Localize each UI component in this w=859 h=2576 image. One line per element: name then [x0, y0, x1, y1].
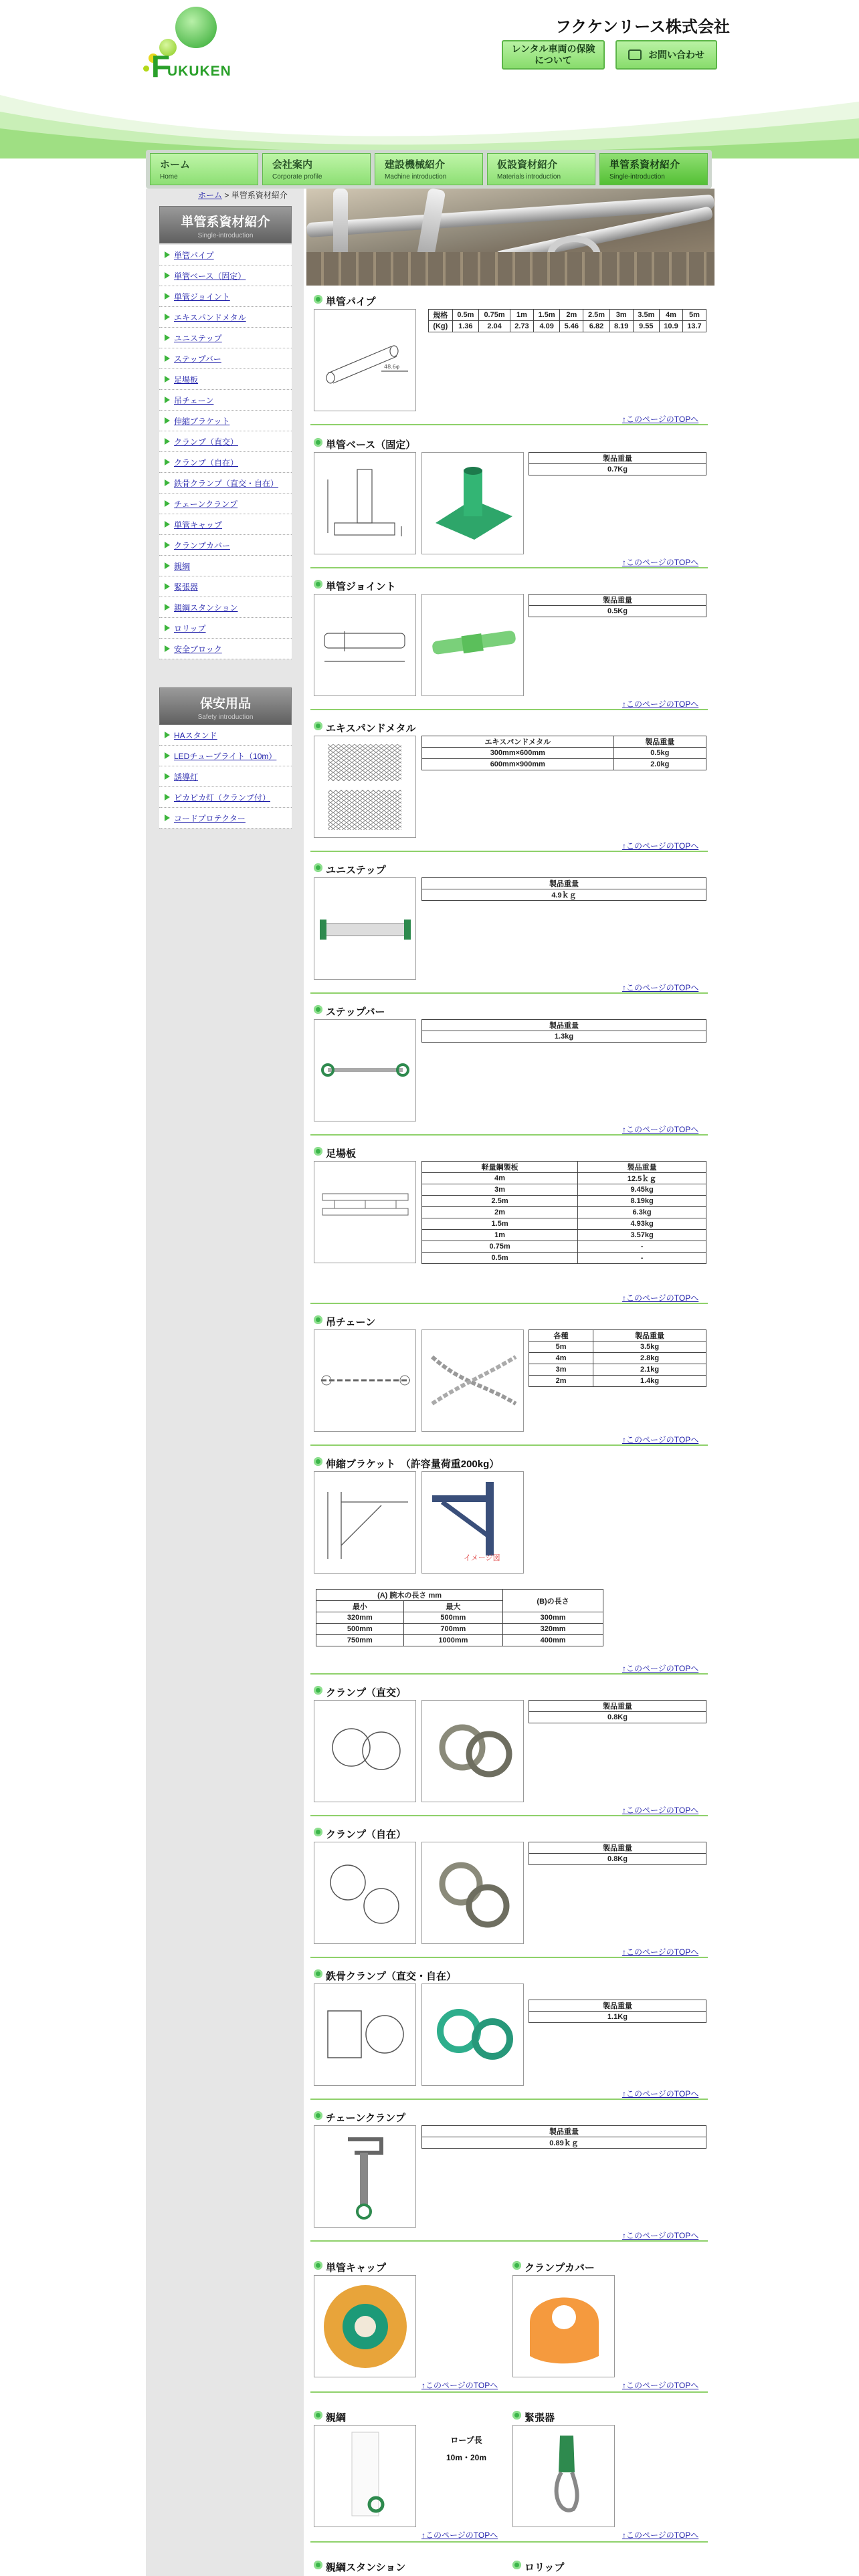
- sidebar-item-link[interactable]: コードプロテクター: [174, 814, 246, 823]
- table-header: 0.5m: [452, 310, 478, 321]
- back-to-top-link[interactable]: ↑このページのTOPへ: [421, 2381, 498, 2390]
- sidebar-item-link[interactable]: LEDチューブライト（10m）: [174, 752, 277, 761]
- table-header: 3.5m: [633, 310, 659, 321]
- table-cell: 0.89ｋｇ: [422, 2137, 706, 2149]
- section-title-base: 単管ベース（固定）: [314, 437, 415, 451]
- sidebar-item-link[interactable]: 吊チェーン: [174, 396, 214, 405]
- chain-photo: [421, 1329, 524, 1432]
- sidebar-item-link[interactable]: 誘導灯: [174, 772, 199, 782]
- back-to-top-link[interactable]: ↑このページのTOPへ: [622, 983, 699, 992]
- table-cell: 5m: [529, 1341, 593, 1353]
- chain-drawing: [314, 1329, 416, 1432]
- sidebar-heading-materials: [159, 206, 292, 243]
- nav-sublabel: Machine introduction: [385, 173, 447, 181]
- sidebar-item[interactable]: [159, 808, 292, 829]
- pipe-spec-table: [428, 309, 706, 332]
- table-cell: 2.8kg: [593, 1353, 706, 1364]
- table-cell: -: [578, 1253, 706, 1264]
- table-cell: 0.8Kg: [529, 1712, 706, 1723]
- section-divider: [310, 1303, 708, 1304]
- nav-label: 建設機械紹介: [385, 159, 446, 171]
- section-divider: [310, 2391, 708, 2393]
- section-title-rollip: ロリップ: [512, 2560, 564, 2574]
- table-cell: 3.57kg: [578, 1230, 706, 1241]
- section-title-clamp-swivel: クランプ（自在）: [314, 1827, 406, 1841]
- table-cell: 10.9: [660, 321, 683, 332]
- chain-clamp-weight-table: [421, 2125, 706, 2149]
- table-cell: 300mm×600mm: [422, 748, 614, 759]
- sidebar-item[interactable]: [159, 328, 292, 348]
- table-cell: 300mm: [503, 1612, 603, 1624]
- table-cell: 1.1Kg: [529, 2012, 706, 2023]
- table-header: 製品重量: [422, 1020, 706, 1031]
- sidebar-list-materials: [159, 245, 292, 659]
- sidebar-item[interactable]: [159, 411, 292, 431]
- plank-weight-table: [421, 1161, 706, 1264]
- table-cell: 3m: [529, 1364, 593, 1376]
- table-cell: 0.8Kg: [529, 1854, 706, 1865]
- base-drawing: [314, 452, 416, 554]
- back-to-top-link[interactable]: ↑このページのTOPへ: [622, 1806, 699, 1815]
- section-divider: [310, 709, 708, 710]
- table-cell: 1.5m: [422, 1218, 578, 1230]
- rope-photo: [314, 2425, 416, 2527]
- sidebar-item-link[interactable]: 親綱: [174, 562, 191, 571]
- section-divider: [310, 1673, 708, 1675]
- table-cell: 4m: [529, 1353, 593, 1364]
- sidebar-item[interactable]: [159, 576, 292, 597]
- sidebar-item-link[interactable]: 単管パイプ: [174, 251, 214, 260]
- table-header: 製品重量: [529, 1842, 706, 1854]
- table-header: (B)の長さ: [503, 1590, 603, 1612]
- bracket-drawing: [314, 1471, 416, 1574]
- table-header: 最大: [403, 1601, 502, 1612]
- base-weight-table: [529, 452, 706, 475]
- table-header: 0.75m: [479, 310, 510, 321]
- back-to-top-link[interactable]: ↑このページのTOPへ: [622, 700, 699, 709]
- table-cell: 0.75m: [422, 1241, 578, 1253]
- table-row: [422, 1173, 706, 1184]
- sidebar-item-link[interactable]: クランプカバー: [174, 541, 230, 550]
- table-cell: 1.36: [452, 321, 478, 332]
- table-cell: 1.3kg: [422, 1031, 706, 1043]
- back-to-top-link[interactable]: ↑このページのTOPへ: [622, 2381, 699, 2390]
- table-header: 製品重量: [422, 2126, 706, 2137]
- table-cell: 2.73: [510, 321, 534, 332]
- clamp-swivel-photo: [421, 1842, 524, 1944]
- clamp-cover-photo: [512, 2275, 615, 2377]
- nav-sublabel: Materials introduction: [497, 173, 561, 181]
- sidebar-item[interactable]: [159, 390, 292, 411]
- sidebar-item[interactable]: [159, 766, 292, 787]
- sidebar-item-link[interactable]: ユニステップ: [174, 334, 222, 343]
- sidebar-item-link[interactable]: チェーンクランプ: [174, 500, 238, 509]
- table-cell: -: [578, 1241, 706, 1253]
- nav-company[interactable]: [262, 153, 371, 185]
- back-to-top-link[interactable]: ↑このページのTOPへ: [622, 2231, 699, 2240]
- table-cell: 2.04: [479, 321, 510, 332]
- table-cell: 1m: [422, 1230, 578, 1241]
- table-header: 製品重量: [613, 736, 706, 748]
- stepbar-weight-table: [421, 1019, 706, 1043]
- pipe-dimension: 48.6φ: [384, 364, 400, 370]
- nav-sublabel: Home: [160, 173, 178, 181]
- sidebar-item[interactable]: [159, 556, 292, 576]
- clamp-fixed-drawing: [314, 1700, 416, 1802]
- main-nav: [146, 150, 712, 189]
- table-header: 3m: [609, 310, 633, 321]
- section-title-tensioner: 緊張器: [512, 2410, 555, 2424]
- sidebar-item[interactable]: [159, 286, 292, 307]
- section-title-clamp-cover: クランプカバー: [512, 2260, 595, 2274]
- breadcrumb-sep: >: [222, 191, 231, 200]
- sidebar-heading-label: 保安用品: [199, 697, 251, 711]
- section-divider: [310, 851, 708, 852]
- table-cell: 6.3kg: [578, 1207, 706, 1218]
- table-row: [529, 1341, 706, 1353]
- tensioner-photo: [512, 2425, 615, 2527]
- section-divider: [310, 1444, 708, 1446]
- joint-photo: [421, 594, 524, 696]
- sidebar-item[interactable]: [159, 725, 292, 746]
- table-row: [422, 1218, 706, 1230]
- sidebar-item-link[interactable]: 緊張器: [174, 582, 199, 592]
- sidebar-item[interactable]: [159, 452, 292, 473]
- sidebar-item[interactable]: [159, 245, 292, 265]
- table-row: [316, 1612, 603, 1624]
- clamp-swivel-weight-table: [529, 1842, 706, 1865]
- sidebar-item-link[interactable]: 鉄骨クランプ（直交・自在）: [174, 479, 279, 488]
- sidebar-item[interactable]: [159, 787, 292, 808]
- chain-clamp-photo: [314, 2125, 416, 2228]
- sidebar-item-link[interactable]: 足場板: [174, 375, 199, 385]
- sidebar-item[interactable]: [159, 431, 292, 452]
- sidebar-heading-sublabel: Single-introduction: [197, 232, 254, 239]
- breadcrumb-current: 単管系資材紹介: [231, 191, 288, 200]
- table-header: 製品重量: [422, 878, 706, 889]
- table-cell: 500mm: [403, 1612, 502, 1624]
- table-row: [422, 759, 706, 770]
- nav-machines[interactable]: [375, 153, 483, 185]
- sidebar-item-link[interactable]: 伸縮ブラケット: [174, 417, 230, 426]
- section-title-rope: 親綱: [314, 2410, 346, 2424]
- table-row: [422, 1241, 706, 1253]
- table-cell: 8.19: [609, 321, 633, 332]
- back-to-top-link[interactable]: ↑このページのTOPへ: [622, 558, 699, 567]
- sidebar-heading-safety: [159, 687, 292, 725]
- hero-banner-image: [306, 189, 714, 286]
- table-cell: 5.46: [560, 321, 583, 332]
- nav-sublabel: Single-introduction: [609, 173, 665, 181]
- section-divider: [310, 567, 708, 568]
- table-cell: 400mm: [503, 1635, 603, 1646]
- back-to-top-link[interactable]: ↑このページのTOPへ: [622, 1293, 699, 1303]
- table-header: 1m: [510, 310, 534, 321]
- table-cell: 750mm: [316, 1635, 404, 1646]
- phone-icon: [628, 49, 642, 60]
- section-title-bracket: 伸縮ブラケット （許容量荷重200kg）: [314, 1457, 499, 1471]
- table-header: 製品重量: [529, 2000, 706, 2012]
- nav-single[interactable]: [599, 153, 708, 185]
- section-divider: [310, 1134, 708, 1136]
- back-to-top-link[interactable]: ↑このページのTOPへ: [622, 1125, 699, 1134]
- back-to-top-link[interactable]: ↑このページのTOPへ: [622, 2531, 699, 2540]
- table-header: 軽量鋼製板: [422, 1162, 578, 1173]
- sidebar-item[interactable]: [159, 307, 292, 328]
- bracket-image-note: イメージ図: [464, 1554, 500, 1562]
- sidebar-item-link[interactable]: エキスパンドメタル: [174, 313, 246, 322]
- sidebar-item[interactable]: [159, 348, 292, 369]
- sidebar-item-link[interactable]: 単管ジョイント: [174, 292, 230, 302]
- section-title-pipe: 単管パイプ: [314, 294, 376, 308]
- table-header: 製品重量: [529, 1701, 706, 1712]
- section-divider: [310, 1957, 708, 1958]
- table-header: 2.5m: [583, 310, 609, 321]
- table-row: [316, 1624, 603, 1635]
- back-to-top-link[interactable]: ↑このページのTOPへ: [622, 1947, 699, 1957]
- breadcrumb-home[interactable]: ホーム: [198, 191, 223, 200]
- table-cell: 600mm×900mm: [422, 759, 614, 770]
- nav-label: 仮設資材紹介: [497, 159, 558, 171]
- sidebar-item-link[interactable]: 親綱スタンション: [174, 603, 238, 613]
- table-header: 製品重量: [593, 1330, 706, 1341]
- unistep-photo: [314, 877, 416, 980]
- table-cell: 12.5ｋｇ: [578, 1173, 706, 1184]
- table-header: 1.5m: [533, 310, 559, 321]
- section-title-stepbar: ステップバー: [314, 1004, 385, 1018]
- sidebar-item-link[interactable]: ロリップ: [174, 624, 206, 633]
- bracket-photo: [421, 1471, 524, 1574]
- sidebar-item[interactable]: [159, 746, 292, 766]
- table-cell: 4m: [422, 1173, 578, 1184]
- table-cell: 0.7Kg: [529, 464, 706, 475]
- table-header: 製品重量: [578, 1162, 706, 1173]
- sidebar-item-link[interactable]: HAスタンド: [174, 731, 217, 740]
- sidebar-item-link[interactable]: 単管ベース（固定）: [174, 272, 246, 281]
- table-cell: 0.5kg: [613, 748, 706, 759]
- table-cell: 9.45kg: [578, 1184, 706, 1196]
- table-row: [422, 1196, 706, 1207]
- table-row: [422, 1253, 706, 1264]
- sidebar-item-link[interactable]: 単管キャップ: [174, 520, 223, 530]
- table-header: (A) 腕木の長さ mm: [316, 1590, 503, 1601]
- table-header: 最小: [316, 1601, 404, 1612]
- nav-label: 会社案内: [272, 159, 313, 171]
- table-cell: 4.09: [533, 321, 559, 332]
- sidebar-item-link[interactable]: ピカピカ灯（クランプ付）: [174, 793, 271, 802]
- sidebar-item[interactable]: [159, 514, 292, 535]
- back-to-top-link[interactable]: ↑このページのTOPへ: [622, 415, 699, 424]
- rope-length-label: ロープ長: [450, 2436, 482, 2445]
- table-cell: 4.9ｋｇ: [422, 889, 706, 901]
- table-header: エキスパンドメタル: [422, 736, 614, 748]
- section-title-stanchion: 親綱スタンション: [314, 2560, 405, 2574]
- table-cell: 2.1kg: [593, 1364, 706, 1376]
- section-title-cap: 単管キャップ: [314, 2260, 386, 2274]
- unistep-weight-table: [421, 877, 706, 901]
- back-to-top-link[interactable]: ↑このページのTOPへ: [622, 841, 699, 851]
- table-cell: 700mm: [403, 1624, 502, 1635]
- sidebar-item[interactable]: [159, 535, 292, 556]
- contact-button[interactable]: [615, 40, 717, 70]
- joint-drawing: [314, 594, 416, 696]
- table-cell: 3.5kg: [593, 1341, 706, 1353]
- table-cell: 320mm: [503, 1624, 603, 1635]
- nav-label: 単管系資材紹介: [609, 159, 680, 171]
- table-row: [422, 748, 706, 759]
- joint-weight-table: [529, 594, 706, 617]
- table-cell: 8.19kg: [578, 1196, 706, 1207]
- sidebar-heading-label: 単管系資材紹介: [181, 215, 270, 229]
- clamp-swivel-drawing: [314, 1842, 416, 1944]
- rental-insurance-button[interactable]: レンタル車両の保険について: [502, 40, 605, 70]
- nav-label: ホーム: [160, 159, 191, 171]
- breadcrumb: [198, 189, 288, 201]
- logo-letter-f: F: [151, 49, 171, 84]
- section-divider: [310, 2541, 708, 2543]
- logo-text: UKUKEN: [167, 64, 231, 79]
- sidebar-item[interactable]: [159, 639, 292, 659]
- table-header: 4m: [660, 310, 683, 321]
- contact-label: お問い合わせ: [648, 49, 704, 60]
- table-cell: 9.55: [633, 321, 659, 332]
- back-to-top-link[interactable]: ↑このページのTOPへ: [622, 1664, 699, 1673]
- sidebar-item[interactable]: [159, 265, 292, 286]
- sidebar-item[interactable]: [159, 369, 292, 390]
- section-title-joint: 単管ジョイント: [314, 579, 396, 593]
- nav-materials[interactable]: [487, 153, 595, 185]
- table-cell: 4.93kg: [578, 1218, 706, 1230]
- steel-clamp-drawing: [314, 1983, 416, 2086]
- cap-photo: [314, 2275, 416, 2377]
- table-cell: 2.0kg: [613, 759, 706, 770]
- table-row: [316, 1635, 603, 1646]
- table-cell: 500mm: [316, 1624, 404, 1635]
- section-divider: [310, 1815, 708, 1816]
- stepbar-photo: [314, 1019, 416, 1121]
- steel-clamp-weight-table: [529, 2000, 706, 2023]
- logo-dot-large: [175, 7, 217, 48]
- expanded-metal-table: [421, 736, 706, 770]
- plank-drawing: [314, 1161, 416, 1263]
- sidebar-item[interactable]: [159, 618, 292, 639]
- section-divider: [310, 2099, 708, 2100]
- header-wave: [0, 82, 859, 158]
- table-header: 製品重量: [529, 453, 706, 464]
- sidebar-item[interactable]: [159, 597, 292, 618]
- table-header: (Kg): [429, 321, 453, 332]
- section-title-expanded-metal: エキスパンドメタル: [314, 721, 416, 735]
- section-title-steel-clamp: 鉄骨クランプ（直交・自在）: [314, 1969, 456, 1983]
- table-header: 規格: [429, 310, 453, 321]
- expanded-metal-drawing: [314, 736, 416, 838]
- sidebar-heading-sublabel: Safety introduction: [197, 714, 254, 721]
- steel-clamp-photo: [421, 1983, 524, 2086]
- section-divider: [310, 992, 708, 994]
- section-title-chain: 吊チェーン: [314, 1315, 375, 1329]
- table-row: [529, 1353, 706, 1364]
- table-cell: 320mm: [316, 1612, 404, 1624]
- sidebar-list-safety: [159, 725, 292, 829]
- table-cell: 1.4kg: [593, 1376, 706, 1387]
- nav-home[interactable]: [150, 153, 258, 185]
- sidebar-item[interactable]: [159, 473, 292, 494]
- sidebar-item-link[interactable]: クランプ（自在）: [174, 458, 239, 467]
- table-header: 各種: [529, 1330, 593, 1341]
- table-cell: 0.5m: [422, 1253, 578, 1264]
- section-title-unistep: ユニステップ: [314, 863, 386, 877]
- table-cell: 13.7: [682, 321, 706, 332]
- base-photo: [421, 452, 524, 554]
- table-cell: 0.5Kg: [529, 606, 706, 617]
- clamp-fixed-weight-table: [529, 1700, 706, 1723]
- section-divider: [310, 424, 708, 425]
- sidebar-item[interactable]: [159, 494, 292, 514]
- table-row: [529, 1364, 706, 1376]
- chain-weight-table: [529, 1329, 706, 1387]
- company-name: フクケンリース株式会社: [555, 18, 730, 36]
- sidebar-item-link[interactable]: ステップバー: [174, 354, 221, 364]
- section-title-chain-clamp: チェーンクランプ: [314, 2111, 405, 2125]
- table-row: [529, 1376, 706, 1387]
- section-divider: [310, 2240, 708, 2242]
- table-row: [422, 1207, 706, 1218]
- sidebar-item-link[interactable]: クランプ（直交）: [174, 437, 239, 447]
- table-cell: 3m: [422, 1184, 578, 1196]
- table-header: 製品重量: [529, 595, 706, 606]
- back-to-top-link[interactable]: ↑このページのTOPへ: [421, 2531, 498, 2540]
- table-cell: 2m: [529, 1376, 593, 1387]
- clamp-fixed-photo: [421, 1700, 524, 1802]
- table-header: 2m: [560, 310, 583, 321]
- bracket-size-table: [316, 1589, 603, 1646]
- section-title-clamp-fixed: クランプ（直交）: [314, 1685, 406, 1699]
- table-cell: 6.82: [583, 321, 609, 332]
- site-header: [0, 0, 859, 167]
- rope-length-value: 10m・20m: [446, 2453, 487, 2462]
- table-row: [422, 1230, 706, 1241]
- table-cell: 2m: [422, 1207, 578, 1218]
- table-header: 5m: [682, 310, 706, 321]
- section-title-plank: 足場板: [314, 1146, 356, 1160]
- table-cell: 2.5m: [422, 1196, 578, 1207]
- back-to-top-link[interactable]: ↑このページのTOPへ: [622, 1435, 699, 1444]
- pipe-drawing: [314, 309, 416, 411]
- table-cell: 1000mm: [403, 1635, 502, 1646]
- table-row: [422, 1184, 706, 1196]
- logo-dot-tiny: [143, 66, 149, 72]
- back-to-top-link[interactable]: ↑このページのTOPへ: [622, 2089, 699, 2099]
- nav-sublabel: Corporate profile: [272, 173, 322, 181]
- sidebar-item-link[interactable]: 安全ブロック: [174, 645, 222, 654]
